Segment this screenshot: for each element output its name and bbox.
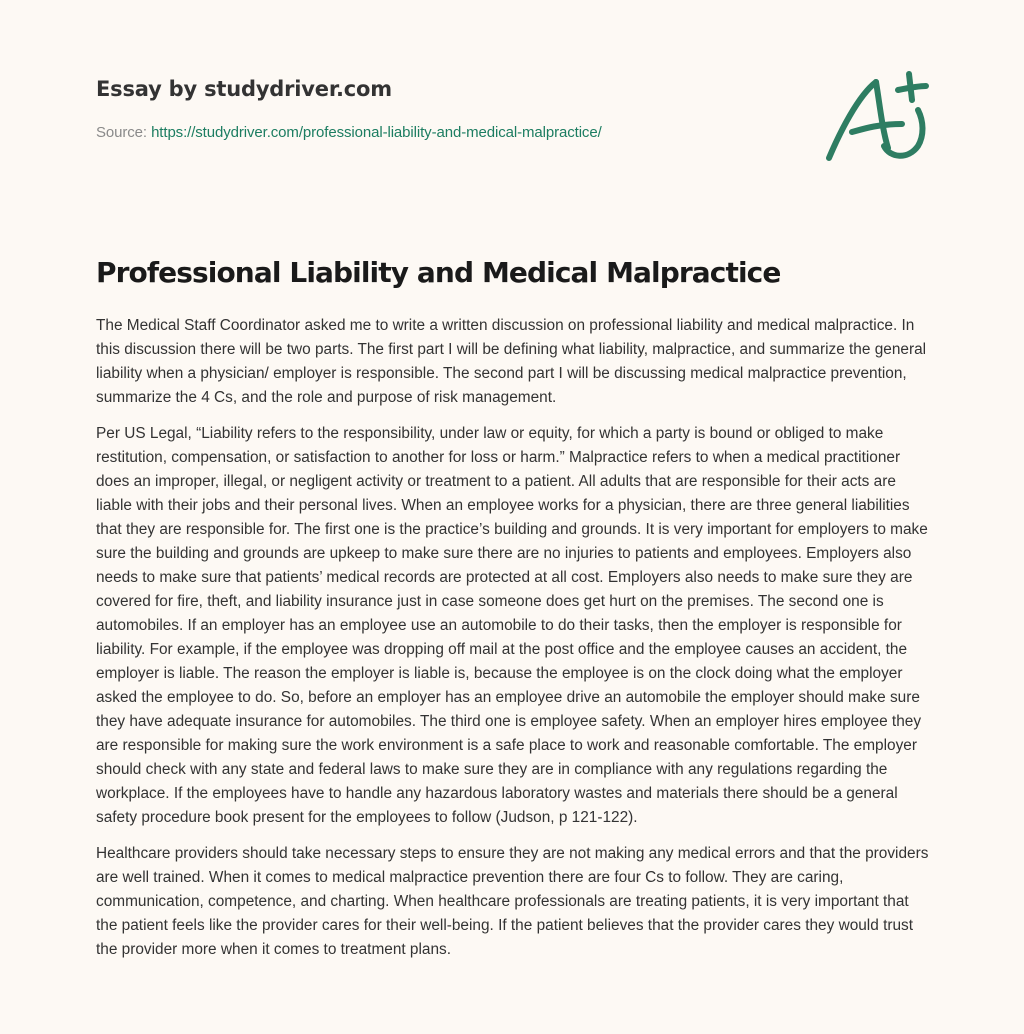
essay-title: Professional Liability and Medical Malpractice (96, 256, 781, 289)
a-plus-grade-icon (818, 66, 930, 166)
essay-paragraph: The Medical Staff Coordinator asked me to write a written discussion on professional liability and medical malpractice. In this discussion there will be two parts. The first part I will be defining what liability, malpractice, and summarize the general liability when a physician/ employer is responsible. The second part I will be discussing medical malpractice prevention, summarize the 4 Cs, and the role and purpose of risk management. (96, 317, 927, 406)
brand-title: Essay by studydriver.com (96, 77, 392, 101)
source-line (96, 123, 796, 143)
source-link[interactable]: https://studydriver.com/professional-liability-and-medical-malpractice/ (151, 124, 602, 141)
page-header (96, 74, 796, 143)
essay-paragraph: Per US Legal, “Liability refers to the responsibility, under law or equity, for which a party is bound or obliged to make restitution, compensation, or satisfaction to another for loss or harm.” Malpractice refers to when a medical practitioner does an improper, illegal, or negligent activity or treatment to a patient. All adults that are responsible for their acts are liable with their jobs and their personal lives. When an employee works for a physician, there are three general liabilities that they are responsible for. The first one is the practice’s building and grounds. It is very important for employers to make sure the building and grounds are upkeep to make sure there are no injuries to patients and employees. Employers also needs to make sure that patients’ medical records are protected at all cost. Employers also needs to make sure they are covered for fire, theft, and liability insurance just in case someone does get hurt on the premises. The second one is automobiles. If an employer has an employee use an automobile to do their tasks, then the employer is responsible for liability. For example, if the employee was dropping off mail at the post office and the employee causes an accident, the employer is liable. The reason the employer is liable is, because the employee is on the clock doing what the employer asked the employee to do. So, before an employer has an employee drive an automobile the employer should make sure they have adequate insurance for automobiles. The third one is employee safety. When an employer hires employee they are responsible for making sure the work environment is a safe place to work and reasonable comfortable. The employer should check with any state and federal laws to make sure they are in compliance with any regulations regarding the workplace. If the employees have to handle any hazardous laboratory wastes and materials there should be a general safety procedure book present for the employees to follow (Judson, p 121-122). (96, 425, 928, 826)
essay-paragraph: Healthcare providers should take necessary steps to ensure they are not making any medical errors and that the providers are well trained. When it comes to medical malpractice prevention there are four Cs to follow. They are caring, communication, competence, and charting. When healthcare professionals are treating patients, it is very important that the patient feels like the provider cares for their well-being. If the patient believes that the provider cares they would trust the provider more when it comes to treatment plans. (96, 845, 929, 958)
essay-body (96, 314, 930, 974)
source-label: Source: (96, 124, 152, 141)
